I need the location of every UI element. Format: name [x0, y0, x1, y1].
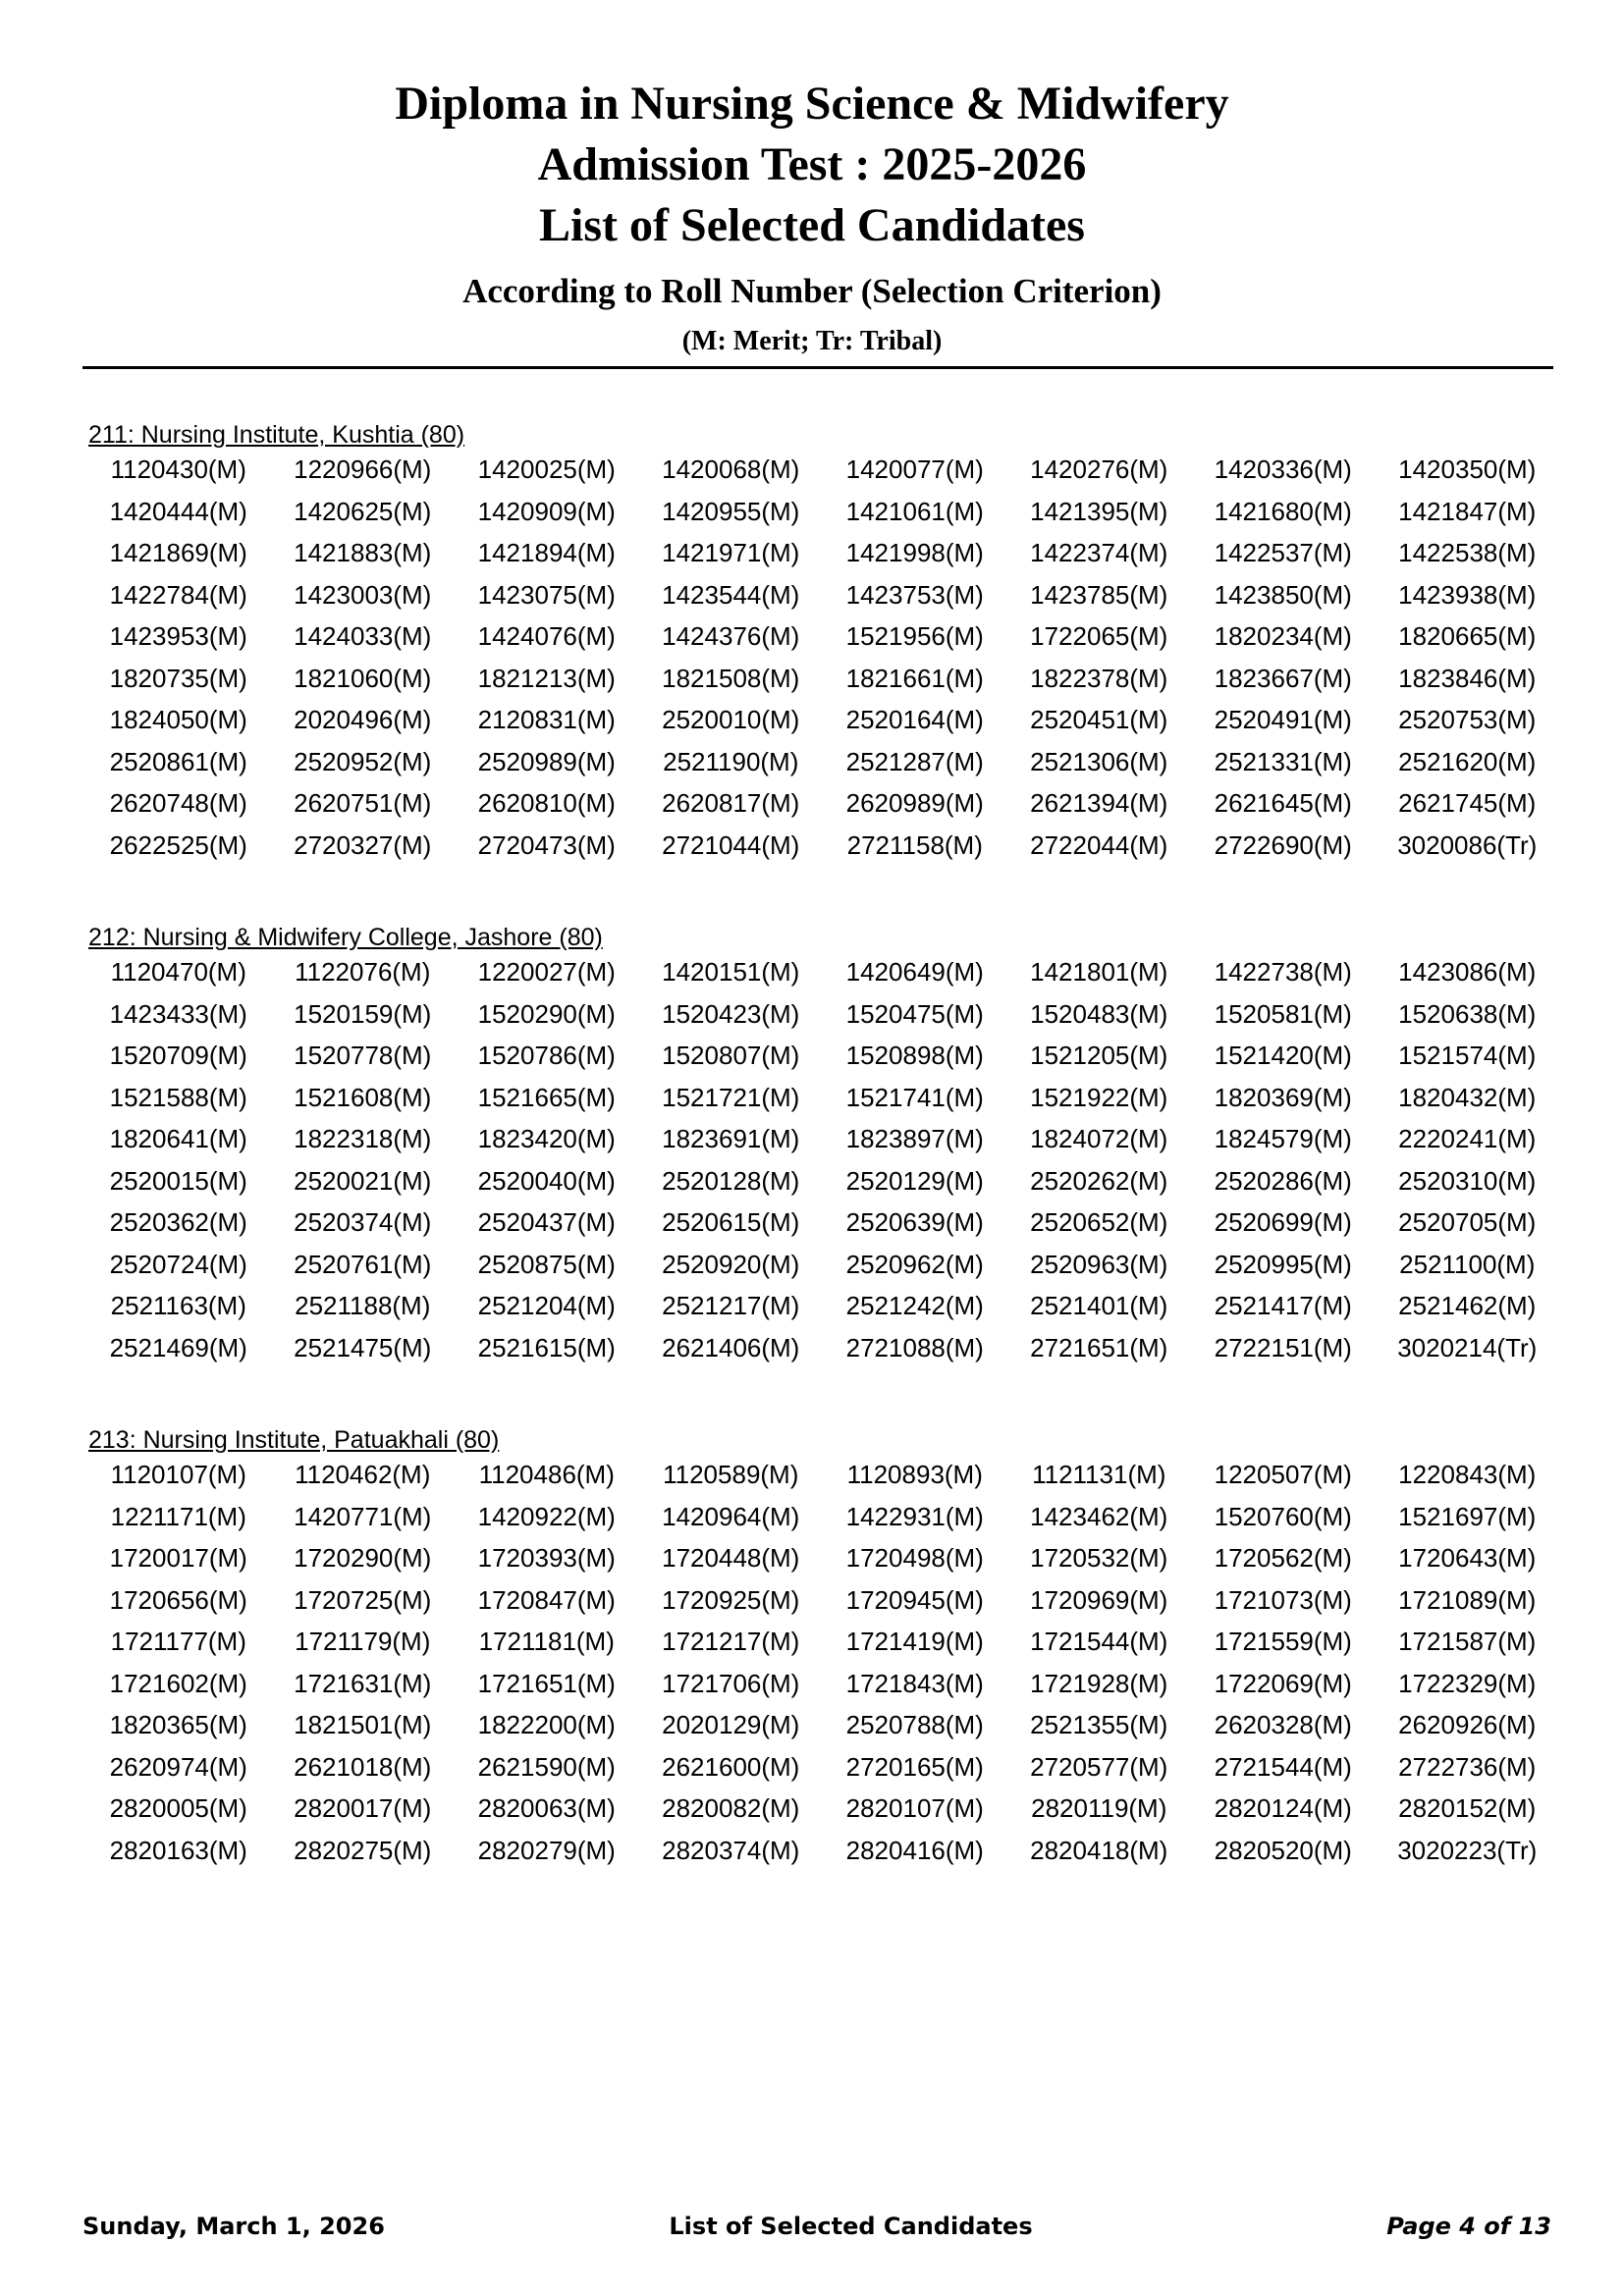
legend: (M: Merit; Tr: Tribal): [681, 326, 943, 356]
roll-number: 1520778(M): [294, 1041, 432, 1070]
roll-number: 1720290(M): [294, 1543, 432, 1573]
roll-number: 2520615(M): [662, 1207, 800, 1237]
roll-number: 2720473(M): [477, 829, 616, 860]
roll-number: 1420909(M): [477, 496, 616, 526]
roll-number: 1721602(M): [109, 1668, 247, 1698]
roll-row: [86, 828, 1559, 870]
roll-number: 1520290(M): [477, 998, 616, 1029]
roll-number: 2720327(M): [294, 829, 432, 860]
roll-number: 1220507(M): [1214, 1460, 1352, 1489]
roll-number: 1722069(M): [1214, 1668, 1352, 1698]
roll-number: 2620748(M): [109, 788, 247, 818]
roll-number: 1421801(M): [1030, 957, 1168, 987]
roll-row: [86, 535, 1559, 577]
roll-number: 2520437(M): [477, 1207, 616, 1237]
roll-number: 1420649(M): [845, 957, 984, 987]
roll-number: 1220966(M): [294, 454, 432, 484]
roll-number: 1423753(M): [845, 579, 984, 610]
roll-number: 2620989(M): [845, 788, 984, 818]
roll-number: 2520989(M): [477, 746, 616, 776]
roll-row: [86, 1163, 1559, 1205]
roll-row: [86, 618, 1559, 661]
roll-number: 1820665(M): [1398, 621, 1537, 651]
roll-number: 1120470(M): [110, 957, 246, 987]
roll-number: 2521417(M): [1214, 1291, 1352, 1320]
roll-number: 2520699(M): [1214, 1207, 1352, 1237]
roll-number: 2820107(M): [845, 1793, 984, 1823]
roll-number: 1720969(M): [1030, 1584, 1168, 1615]
roll-number: 1421061(M): [845, 496, 984, 526]
roll-number: 1420771(M): [294, 1501, 432, 1531]
roll-number: 2521163(M): [110, 1291, 246, 1320]
roll-number: 1121131(M): [1032, 1460, 1166, 1489]
roll-number: 1721843(M): [845, 1668, 984, 1698]
roll-number: 1221171(M): [110, 1501, 246, 1531]
roll-number: 2622525(M): [109, 829, 247, 860]
roll-number: 2720165(M): [845, 1751, 984, 1782]
roll-number: 2621394(M): [1030, 788, 1168, 818]
roll-number: 1423544(M): [662, 579, 800, 610]
roll-number: 1721631(M): [294, 1668, 432, 1698]
roll-row: [86, 1288, 1559, 1330]
roll-number: 1120107(M): [110, 1460, 246, 1489]
roll-number: 1720532(M): [1030, 1543, 1168, 1573]
header-divider: [82, 366, 1553, 369]
section-title: 212: Nursing & Midwifery College, Jashore (80): [88, 924, 603, 951]
roll-row: [86, 1121, 1559, 1163]
roll-number: 2520451(M): [1030, 705, 1168, 734]
roll-number: 1120486(M): [478, 1460, 615, 1489]
footer-date: Sunday, March 1, 2026: [82, 2213, 385, 2240]
roll-number: 2520639(M): [845, 1207, 984, 1237]
roll-number: 1521205(M): [1030, 1041, 1168, 1070]
roll-number: 1423938(M): [1398, 579, 1537, 610]
roll-number: 2620751(M): [294, 788, 432, 818]
roll-row: [86, 954, 1559, 996]
roll-row: [86, 1457, 1559, 1499]
roll-number: 2520705(M): [1398, 1207, 1537, 1237]
roll-number: 1521608(M): [294, 1082, 432, 1112]
roll-number: 1420350(M): [1398, 454, 1537, 484]
roll-number: 1520423(M): [662, 998, 800, 1029]
roll-number: 1420068(M): [662, 454, 800, 484]
roll-number: 1422784(M): [109, 579, 247, 610]
roll-number: 1521956(M): [845, 621, 984, 651]
roll-number: 1720847(M): [477, 1584, 616, 1615]
roll-number: 1420336(M): [1214, 454, 1352, 484]
roll-number: 2520040(M): [477, 1165, 616, 1196]
roll-number: 1421971(M): [662, 538, 800, 567]
document-subtitle: According to Roll Number (Selection Criterion): [462, 272, 1162, 310]
roll-number: 1521665(M): [477, 1082, 616, 1112]
roll-number: 1521721(M): [662, 1082, 800, 1112]
roll-number: 1720656(M): [109, 1584, 247, 1615]
roll-number: 2721158(M): [846, 829, 983, 860]
roll-number: 1220843(M): [1398, 1460, 1537, 1489]
footer-title: List of Selected Candidates: [669, 2213, 1033, 2240]
roll-number: 2722044(M): [1030, 829, 1168, 860]
roll-number: 2820275(M): [294, 1835, 432, 1865]
roll-number: 1520709(M): [109, 1041, 247, 1070]
roll-number: 1821213(M): [477, 663, 616, 693]
roll-number: 1722329(M): [1398, 1668, 1537, 1698]
roll-number: 1823667(M): [1214, 663, 1352, 693]
roll-number: 1122076(M): [295, 957, 431, 987]
roll-number: 2820374(M): [662, 1835, 800, 1865]
roll-row: [86, 1499, 1559, 1541]
roll-row: [86, 1330, 1559, 1372]
roll-number: 1424076(M): [477, 621, 616, 651]
roll-number: 1521697(M): [1398, 1501, 1537, 1531]
roll-number: 1823691(M): [662, 1124, 800, 1153]
roll-number: 2520761(M): [294, 1249, 432, 1279]
roll-number: 1720448(M): [662, 1543, 800, 1573]
roll-number: 1721544(M): [1030, 1627, 1168, 1656]
roll-number: 1822378(M): [1030, 663, 1168, 693]
roll-number: 2722736(M): [1398, 1751, 1537, 1782]
roll-number: 2620810(M): [477, 788, 616, 818]
roll-number: 1720393(M): [477, 1543, 616, 1573]
roll-number: 1420151(M): [662, 957, 800, 987]
roll-number: 2520310(M): [1398, 1165, 1537, 1196]
roll-number: 1420922(M): [477, 1501, 616, 1531]
roll-number: 1821501(M): [294, 1710, 432, 1739]
roll-number: 1120430(M): [110, 454, 246, 484]
roll-number: 2620328(M): [1214, 1710, 1352, 1739]
roll-number: 1420025(M): [477, 454, 616, 484]
roll-number: 1824579(M): [1214, 1124, 1352, 1153]
roll-number: 1824072(M): [1030, 1124, 1168, 1153]
roll-number: 2520015(M): [109, 1165, 247, 1196]
roll-row: [86, 1666, 1559, 1708]
roll-grid: [86, 452, 1559, 869]
roll-number: 1520638(M): [1398, 998, 1537, 1029]
roll-number: 1823420(M): [477, 1124, 616, 1153]
roll-number: 2820279(M): [477, 1835, 616, 1865]
roll-row: [86, 702, 1559, 744]
roll-number: 2521242(M): [845, 1291, 984, 1320]
roll-grid: [86, 1457, 1559, 1874]
roll-number: 1420625(M): [294, 496, 432, 526]
roll-number: 1820365(M): [109, 1710, 247, 1739]
roll-number: 2521188(M): [295, 1291, 431, 1320]
roll-number: 2820416(M): [845, 1835, 984, 1865]
roll-number: 2820124(M): [1214, 1793, 1352, 1823]
document-title: [0, 74, 1624, 256]
roll-number: 2520262(M): [1030, 1165, 1168, 1196]
roll-number: 1822200(M): [477, 1710, 616, 1739]
roll-number: 2820152(M): [1398, 1793, 1537, 1823]
roll-number: 1422538(M): [1398, 538, 1537, 567]
roll-number: 2820520(M): [1214, 1835, 1352, 1865]
roll-number: 2520286(M): [1214, 1165, 1352, 1196]
roll-number: 2721044(M): [662, 829, 800, 860]
roll-number: 1421883(M): [294, 538, 432, 567]
roll-number: 2722690(M): [1214, 829, 1352, 860]
roll-number: 1520760(M): [1214, 1501, 1352, 1531]
roll-number: 1520159(M): [294, 998, 432, 1029]
roll-number: 2520724(M): [109, 1249, 247, 1279]
roll-number: 1220027(M): [477, 957, 616, 987]
roll-number: 2720577(M): [1030, 1751, 1168, 1782]
roll-number: 1720498(M): [845, 1543, 984, 1573]
roll-row: [86, 1582, 1559, 1625]
roll-number: 2820017(M): [294, 1793, 432, 1823]
roll-number: 2520753(M): [1398, 705, 1537, 734]
roll-row: [86, 1833, 1559, 1875]
roll-row: [86, 996, 1559, 1039]
roll-number: 2220241(M): [1398, 1124, 1537, 1153]
title-line-3: List of Selected Candidates: [539, 199, 1085, 251]
roll-number: 2820418(M): [1030, 1835, 1168, 1865]
roll-row: [86, 452, 1559, 494]
roll-number: 2521217(M): [662, 1291, 800, 1320]
roll-number: 2520788(M): [845, 1710, 984, 1739]
roll-number: 1423003(M): [294, 579, 432, 610]
roll-row: [86, 1080, 1559, 1122]
roll-number: 2520362(M): [109, 1207, 247, 1237]
roll-row: [86, 1204, 1559, 1247]
roll-row: [86, 1790, 1559, 1833]
roll-number: 1720017(M): [109, 1543, 247, 1573]
roll-number: 1423785(M): [1030, 579, 1168, 610]
roll-number: 1420955(M): [662, 496, 800, 526]
roll-number: 2520129(M): [845, 1165, 984, 1196]
roll-number: 1422537(M): [1214, 538, 1352, 567]
roll-number: 2521620(M): [1398, 746, 1537, 776]
roll-number: 2520861(M): [109, 746, 247, 776]
roll-number: 1120589(M): [663, 1460, 799, 1489]
roll-number: 2820005(M): [109, 1793, 247, 1823]
roll-row: [86, 1540, 1559, 1582]
roll-number: 1520475(M): [845, 998, 984, 1029]
roll-number: 2820082(M): [662, 1793, 800, 1823]
roll-number: 1423086(M): [1398, 957, 1537, 987]
roll-number: 2521469(M): [109, 1332, 247, 1362]
roll-number: 2521204(M): [477, 1291, 616, 1320]
roll-number: 2521287(M): [845, 746, 984, 776]
roll-number: 1423075(M): [477, 579, 616, 610]
roll-number: 1521574(M): [1398, 1041, 1537, 1070]
roll-number: 2520952(M): [294, 746, 432, 776]
roll-number: 1423850(M): [1214, 579, 1352, 610]
roll-row: [86, 577, 1559, 619]
roll-number: 1721179(M): [295, 1627, 431, 1656]
roll-number: 2520164(M): [845, 705, 984, 734]
roll-number: 1720643(M): [1398, 1543, 1537, 1573]
roll-number: 2520010(M): [662, 705, 800, 734]
roll-grid: [86, 954, 1559, 1371]
roll-row: [86, 1038, 1559, 1080]
roll-number: 1120893(M): [846, 1460, 983, 1489]
roll-number: 1820641(M): [109, 1124, 247, 1153]
roll-number: 1520786(M): [477, 1041, 616, 1070]
roll-number: 2520374(M): [294, 1207, 432, 1237]
roll-number: 2520875(M): [477, 1249, 616, 1279]
roll-number: 2521100(M): [1399, 1249, 1536, 1279]
roll-number: 2521401(M): [1030, 1291, 1168, 1320]
roll-number: 2621600(M): [662, 1751, 800, 1782]
roll-number: 2721544(M): [1214, 1751, 1352, 1782]
roll-number: 1721177(M): [110, 1627, 246, 1656]
roll-number: 1821508(M): [662, 663, 800, 693]
roll-number: 1720562(M): [1214, 1543, 1352, 1573]
roll-number: 3020214(Tr): [1397, 1332, 1538, 1362]
roll-number: 1421680(M): [1214, 496, 1352, 526]
title-line-1: Diploma in Nursing Science & Midwifery: [395, 78, 1229, 130]
roll-row: [86, 744, 1559, 786]
roll-number: 2520021(M): [294, 1165, 432, 1196]
roll-number: 1520483(M): [1030, 998, 1168, 1029]
roll-number: 1720925(M): [662, 1584, 800, 1615]
roll-number: 1721587(M): [1398, 1627, 1537, 1656]
roll-number: 2722151(M): [1214, 1332, 1352, 1362]
roll-number: 1420077(M): [845, 454, 984, 484]
roll-number: 1422738(M): [1214, 957, 1352, 987]
roll-row: [86, 1247, 1559, 1289]
roll-row: [86, 661, 1559, 703]
roll-number: 1822318(M): [294, 1124, 432, 1153]
roll-number: 2820063(M): [477, 1793, 616, 1823]
roll-number: 1421847(M): [1398, 496, 1537, 526]
roll-number: 1420964(M): [662, 1501, 800, 1531]
roll-number: 2620974(M): [109, 1751, 247, 1782]
roll-number: 1820234(M): [1214, 621, 1352, 651]
roll-number: 2521306(M): [1030, 746, 1168, 776]
roll-number: 1721217(M): [662, 1627, 800, 1656]
roll-number: 1721073(M): [1214, 1584, 1352, 1615]
roll-row: [86, 1707, 1559, 1749]
roll-number: 2020496(M): [294, 705, 432, 734]
roll-number: 1823846(M): [1398, 663, 1537, 693]
roll-number: 1422931(M): [845, 1501, 984, 1531]
roll-number: 2621590(M): [477, 1751, 616, 1782]
roll-number: 2820163(M): [109, 1835, 247, 1865]
roll-number: 1722065(M): [1030, 621, 1168, 651]
roll-number: 1821060(M): [294, 663, 432, 693]
roll-number: 2520491(M): [1214, 705, 1352, 734]
roll-number: 1424376(M): [662, 621, 800, 651]
roll-number: 1721089(M): [1398, 1584, 1537, 1615]
roll-number: 2521475(M): [294, 1332, 432, 1362]
roll-number: 2621745(M): [1398, 788, 1537, 818]
roll-number: 1520898(M): [845, 1041, 984, 1070]
roll-number: 3020223(Tr): [1397, 1835, 1538, 1865]
roll-number: 2520995(M): [1214, 1249, 1352, 1279]
roll-number: 1720725(M): [294, 1584, 432, 1615]
roll-number: 1420276(M): [1030, 454, 1168, 484]
footer-page-number: Page 4 of 13: [1386, 2213, 1551, 2240]
roll-number: 1520581(M): [1214, 998, 1352, 1029]
title-line-2: Admission Test : 2025-2026: [537, 138, 1087, 190]
roll-number: 1521922(M): [1030, 1082, 1168, 1112]
roll-number: 2521355(M): [1030, 1710, 1168, 1739]
roll-number: 1721928(M): [1030, 1668, 1168, 1698]
roll-number: 1824050(M): [109, 705, 247, 734]
roll-number: 1721419(M): [845, 1627, 984, 1656]
roll-number: 2621645(M): [1214, 788, 1352, 818]
roll-number: 1421998(M): [845, 538, 984, 567]
roll-number: 1823897(M): [845, 1124, 984, 1153]
roll-number: 2521331(M): [1214, 746, 1352, 776]
roll-number: 2620926(M): [1398, 1710, 1537, 1739]
section-title: 211: Nursing Institute, Kushtia (80): [88, 421, 465, 449]
roll-number: 1423953(M): [109, 621, 247, 651]
roll-number: 2521190(M): [663, 746, 799, 776]
roll-number: 1424033(M): [294, 621, 432, 651]
roll-row: [86, 1624, 1559, 1666]
roll-row: [86, 785, 1559, 828]
roll-number: 1421869(M): [109, 538, 247, 567]
roll-number: 2721088(M): [845, 1332, 984, 1362]
roll-number: 2521615(M): [477, 1332, 616, 1362]
roll-number: 1721559(M): [1214, 1627, 1352, 1656]
roll-number: 2120831(M): [477, 705, 616, 734]
roll-number: 1420444(M): [109, 496, 247, 526]
roll-number: 1820369(M): [1214, 1082, 1352, 1112]
roll-number: 1521420(M): [1214, 1041, 1352, 1070]
roll-number: 2520920(M): [662, 1249, 800, 1279]
roll-number: 2520962(M): [845, 1249, 984, 1279]
roll-number: 1422374(M): [1030, 538, 1168, 567]
section-title: 213: Nursing Institute, Patuakhali (80): [88, 1426, 500, 1454]
roll-number: 1820432(M): [1398, 1082, 1537, 1112]
roll-number: 1421395(M): [1030, 496, 1168, 526]
roll-number: 1521588(M): [109, 1082, 247, 1112]
roll-number: 1821661(M): [845, 663, 984, 693]
roll-number: 2620817(M): [662, 788, 800, 818]
roll-number: 1721181(M): [478, 1627, 615, 1656]
roll-number: 1820735(M): [109, 663, 247, 693]
roll-number: 2020129(M): [662, 1710, 800, 1739]
roll-number: 2521462(M): [1398, 1291, 1537, 1320]
roll-number: 1721651(M): [477, 1668, 616, 1698]
roll-number: 2520128(M): [662, 1165, 800, 1196]
roll-number: 1120462(M): [295, 1460, 431, 1489]
roll-number: 2721651(M): [1030, 1332, 1168, 1362]
roll-number: 2820119(M): [1031, 1793, 1167, 1823]
roll-number: 1423462(M): [1030, 1501, 1168, 1531]
roll-number: 1521741(M): [845, 1082, 984, 1112]
roll-row: [86, 1749, 1559, 1791]
roll-number: 1421894(M): [477, 538, 616, 567]
roll-number: 2621018(M): [294, 1751, 432, 1782]
roll-number: 1721706(M): [662, 1668, 800, 1698]
roll-number: 2520652(M): [1030, 1207, 1168, 1237]
roll-number: 1423433(M): [109, 998, 247, 1029]
roll-number: 3020086(Tr): [1397, 829, 1538, 860]
roll-number: 1720945(M): [845, 1584, 984, 1615]
roll-number: 2621406(M): [662, 1332, 800, 1362]
roll-number: 1520807(M): [662, 1041, 800, 1070]
roll-row: [86, 494, 1559, 536]
roll-number: 2520963(M): [1030, 1249, 1168, 1279]
